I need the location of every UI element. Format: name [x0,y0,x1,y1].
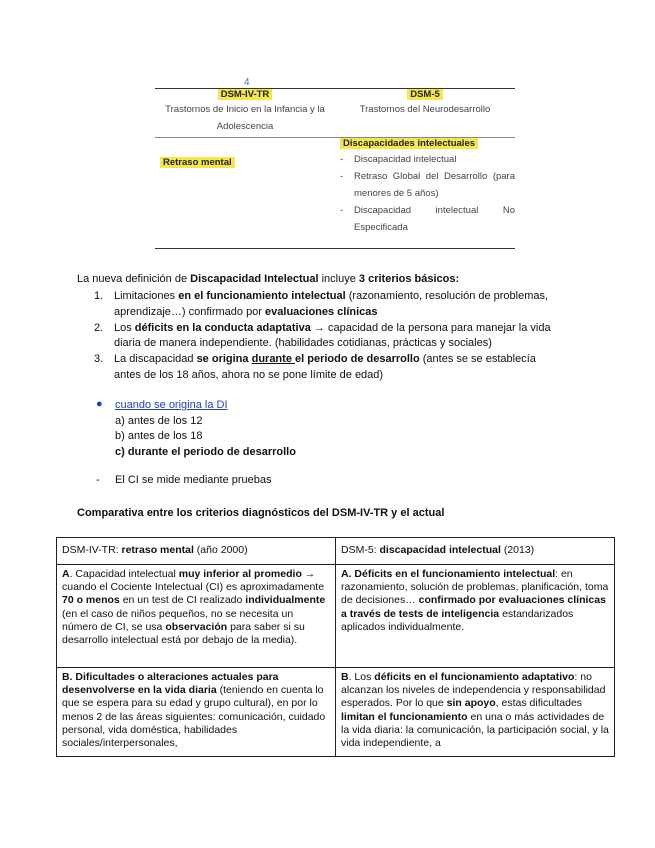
dsm-classification-table [155,88,515,236]
dsm4-category: Trastornos de Inicio en la Infancia y la Adolescencia [165,104,325,132]
option-a: a) antes de los 12 [115,414,203,427]
criterion-a-dsm5: A. Déficits en el funcionamiento intelectual: en razonamiento, solución de problemas, planificación, toma de decisiones… confirmado por evaluaciones clínicas a través de tests de inteligencia estandarizados aplicados individualmente. [336,565,615,668]
retraso-mental-label: Retraso mental [160,157,235,168]
list-item: 1. Limitaciones en el funcionamiento intelectual (razonamiento, resolución de problemas, aprendizaje…) confirmado por evaluaciones clínicas [94,290,549,318]
intro-paragraph: La nueva definición de Discapacidad Intelectual incluye 3 criterios básicos: [77,273,460,285]
table-row [57,668,615,757]
list-item: 3. La discapacidad se origina durante el periodo de desarrollo (antes se se establecía antes de los 18 años, ahora no se pone límite de edad) [94,353,536,381]
criteria-comparison-table [56,537,615,757]
table-row [57,565,615,668]
criterion-b-dsm5: B. Los déficits en el funcionamiento adaptativo: no alcanzan los niveles de independencia y responsabilidad esperados. Por lo que sin apoyo, estas dificultades limitan el funcionamiento en una o más actividades de la vida diaria: la comunicación, la participación social, y la vida independiente, a [336,668,615,757]
origin-link[interactable]: cuando se origina la DI [115,399,228,411]
ci-note: - El CI se mide mediante pruebas [96,474,272,486]
dsm5-cell [335,138,515,236]
dsm5-header: DSM-5 [407,89,443,100]
bullet-icon: ● [96,398,103,410]
list-item: - Discapacidad intelectual No Especificada [340,205,515,233]
option-c: c) durante el periodo de desarrollo [115,445,296,458]
dsm5-subtypes-list [340,151,515,236]
list-item: - Discapacidad intelectual [340,154,457,165]
table-body-row [155,138,515,236]
dsm5-category: Trastornos del Neurodesarrollo [359,104,491,115]
option-b: b) antes de los 18 [115,430,203,442]
header-dsm5: DSM-5: discapacidad intelectual (2013) [336,538,615,565]
criterion-b-dsm4: B. Dificultades o alteraciones actuales para desenvolverse en la vida diaria (teniendo en cuenta lo que se espera para su edad y grupo cultural), en por lo menos 2 de las áreas siguientes: comunicación, cuidado personal, vida doméstica, habilidades sociales/interpersonales, [57,668,336,757]
dsm5-header-cell [335,89,515,135]
dsm4-header: DSM-IV-TR [218,89,273,100]
list-item: 2. Los déficits en la conducta adaptativa → capacidad de la persona para manejar la vida diaria de manera independiente. (habilidades cotidianas, prácticas y sociales) [94,321,551,349]
table-bottom-rule [155,248,515,249]
table-header-row [155,89,515,135]
header-dsm4: DSM-IV-TR: retraso mental (año 2000) [57,538,336,565]
origin-question [96,398,296,460]
list-item: - Retraso Global del Desarrollo (para menores de 5 años) [340,171,515,199]
comparison-heading: Comparativa entre los criterios diagnósticos del DSM-IV-TR y el actual [77,507,445,519]
criterion-a-dsm4: A. Capacidad intelectual muy inferior al promedio → cuando el Cociente Intelectual (CI) es aproximadamente 70 o menos en un test de CI realizado individualmente (en el caso de niños pequeños, no se necesita un número de CI, se usa observación para saber si su desarrollo intelectual está por debajo de la media). [57,565,336,668]
dsm4-header-cell [155,89,335,135]
discapacidades-title: Discapacidades intelectuales [340,138,478,149]
page-number: 4 [244,77,250,88]
criteria-list [92,289,562,384]
table-row [57,538,615,565]
dsm4-cell [155,138,335,236]
